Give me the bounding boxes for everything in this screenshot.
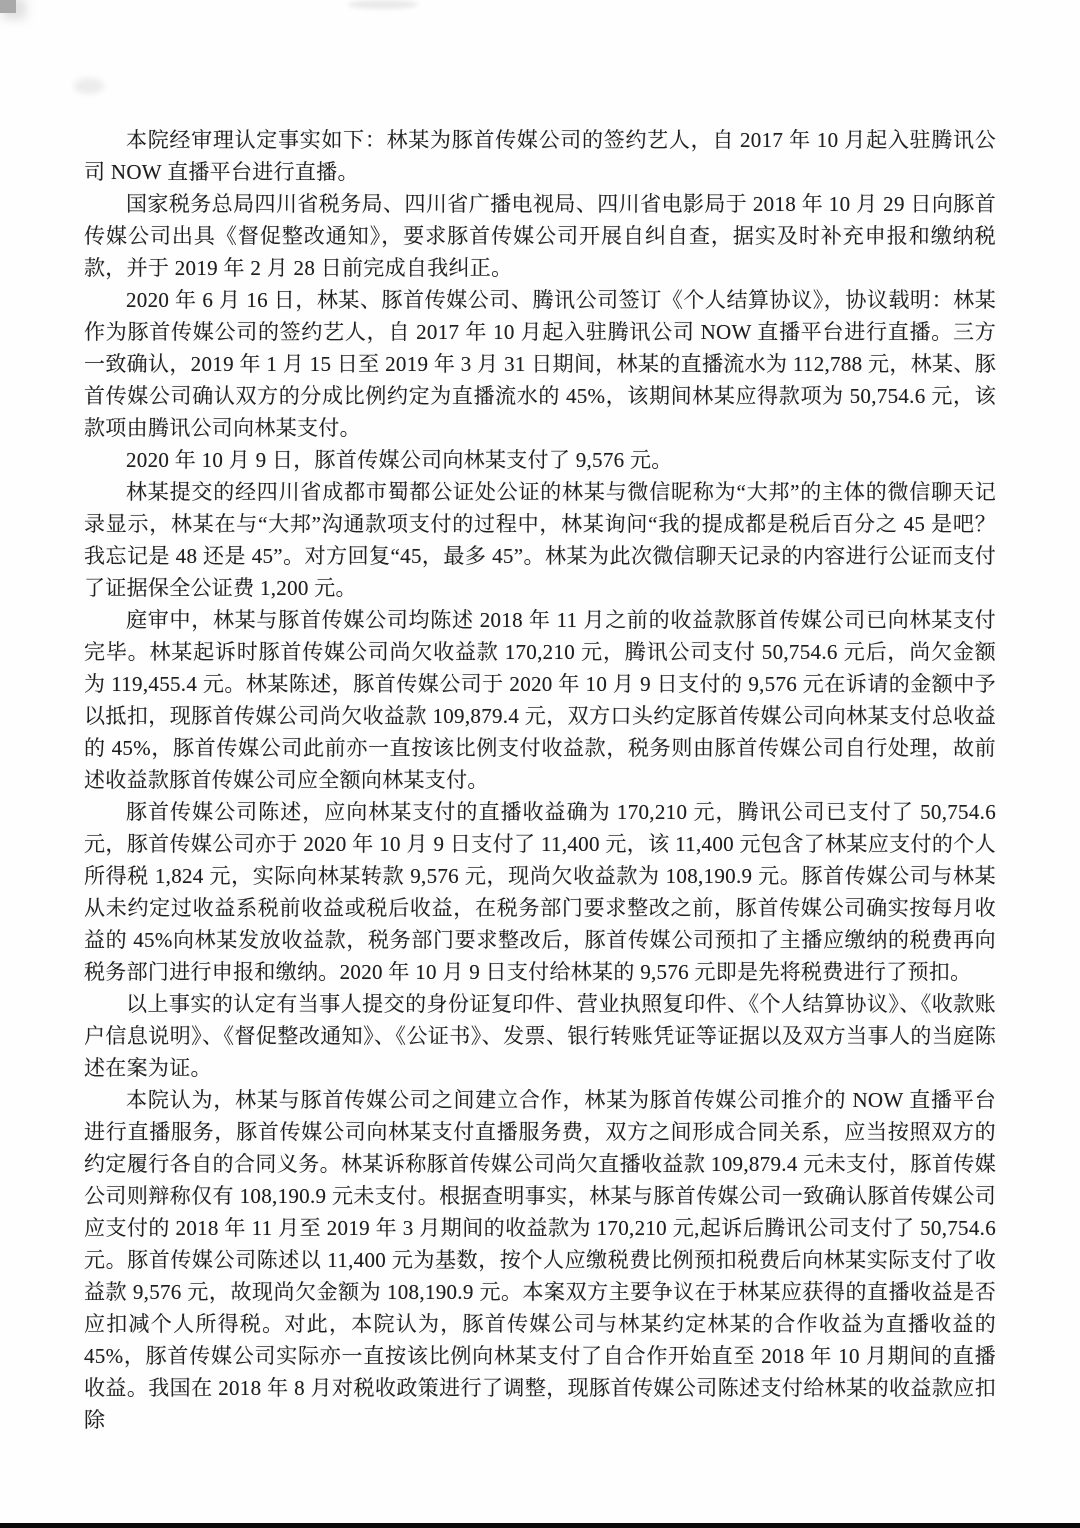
paragraph-payment-2020-10-09: 2020 年 10 月 9 日，豚首传媒公司向林某支付了 9,576 元。 [126, 448, 673, 472]
paragraph-tax-rectification-notice: 国家税务总局四川省税务局、四川省广播电视局、四川省电影局于 2018 年 10 月 29 日向豚首传媒公司出具《督促整改通知》，要求豚首传媒公司开展自纠自查，据实及时补充申报和缴纳税款，并于 2019 年 2 月 28 日前完成自我纠正。 [84, 192, 996, 280]
paragraph-court-opinion: 本院认为，林某与豚首传媒公司之间建立合作，林某为豚首传媒公司推介的 NOW 直播平台进行直播服务，豚首传媒公司向林某支付直播服务费，双方之间形成合同关系，应当按照双方的约定履行各自的合同义务。林某诉称豚首传媒公司尚欠直播收益款 109,879.4 元未支付，豚首传媒公司则辩称仅有 108,190.9 元未支付。根据查明事实，林某与豚首传媒公司一致确认豚首传媒公司应支付的 2018 年 11 月至 2019 年 3 月期间的收益款为 170,210 元,起诉后腾讯公司支付了 50,754.6 元。豚首传媒公司陈述以 11,400 元为基数，按个人应缴税费比例预扣税费后向林某实际支付了收益款 9,576 元，故现尚欠金额为 108,190.9 元。本案双方主要争议在于林某应获得的直播收益是否应扣减个人所得税。对此，本院认为，豚首传媒公司与林某约定林某的合作收益为直播收益的 45%，豚首传媒公司实际亦一直按该比例向林某支付了自合作开始直至 2018 年 10 月期间的直播收益。我国在 2018 年 8 月对税收政策进行了调整，现豚首传媒公司陈述支付给林某的收益款应扣除 [84, 1088, 996, 1432]
paragraph-trial-statement-lin: 庭审中，林某与豚首传媒公司均陈述 2018 年 11 月之前的收益款豚首传媒公司已向林某支付完毕。林某起诉时豚首传媒公司尚欠收益款 170,210 元，腾讯公司支付 50,754.6 元后，尚欠金额为 119,455.4 元。林某陈述，豚首传媒公司于 2020 年 10 月 9 日支付的 9,576 元在诉请的金额中予以抵扣，现豚首传媒公司尚欠收益款 109,879.4 元，双方口头约定豚首传媒公司向林某支付总收益的 45%，豚首传媒公司此前亦一直按该比例支付收益款，税务则由豚首传媒公司自行处理，故前述收益款豚首传媒公司应全额向林某支付。 [84, 608, 996, 792]
paragraph-evidence-list: 以上事实的认定有当事人提交的身份证复印件、营业执照复印件、《个人结算协议》、《收款账户信息说明》、《督促整改通知》、《公证书》、发票、银行转账凭证等证据以及双方当事人的当庭陈述在案为证。 [84, 992, 996, 1080]
paragraph-settlement-agreement: 2020 年 6 月 16 日，林某、豚首传媒公司、腾讯公司签订《个人结算协议》，协议载明：林某作为豚首传媒公司的签约艺人，自 2017 年 10 月起入驻腾讯公司 NOW 直播平台进行直播。三方一致确认，2019 年 1 月 15 日至 2019 年 3 月 31 日期间，林某的直播流水为 112,788 元，林某、豚首传媒公司确认双方的分成比例约定为直播流水的 45%，该期间林某应得款项为 50,754.6 元，该款项由腾讯公司向林某支付。 [84, 288, 996, 440]
paragraph-facts-intro: 本院经审理认定事实如下：林某为豚首传媒公司的签约艺人，自 2017 年 10 月起入驻腾讯公司 NOW 直播平台进行直播。 [84, 128, 996, 184]
scan-artifact-smudge-left [74, 78, 104, 94]
scan-artifact-smudge-top [348, 0, 418, 9]
judgment-text-body [84, 124, 996, 1436]
paragraph-wechat-notarization: 林某提交的经四川省成都市蜀都公证处公证的林某与微信昵称为“大邦”的主体的微信聊天记录显示，林某在与“大邦”沟通款项支付的过程中，林某询问“我的提成都是税后百分之 45 是吧？我忘记是 48 还是 45”。对方回复“45，最多 45”。林某为此次微信聊天记录的内容进行公证而支付了证据保全公证费 1,200 元。 [84, 480, 996, 600]
paragraph-trial-statement-tunshou: 豚首传媒公司陈述，应向林某支付的直播收益确为 170,210 元，腾讯公司已支付了 50,754.6 元，豚首传媒公司亦于 2020 年 10 月 9 日支付了 11,400 元，该 11,400 元包含了林某应支付的个人所得税 1,824 元，实际向林某转款 9,576 元，现尚欠收益款为 108,190.9 元。豚首传媒公司与林某从未约定过收益系税前收益或税后收益，在税务部门要求整改之前，豚首传媒公司确实按每月收益的 45%向林某发放收益款，税务部门要求整改后，豚首传媒公司预扣了主播应缴纳的税费再向税务部门进行申报和缴纳。2020 年 10 月 9 日支付给林某的 9,576 元即是先将税费进行了预扣。 [84, 800, 996, 984]
scan-artifact-corner [0, 0, 16, 13]
page-bottom-edge [0, 1523, 1080, 1528]
